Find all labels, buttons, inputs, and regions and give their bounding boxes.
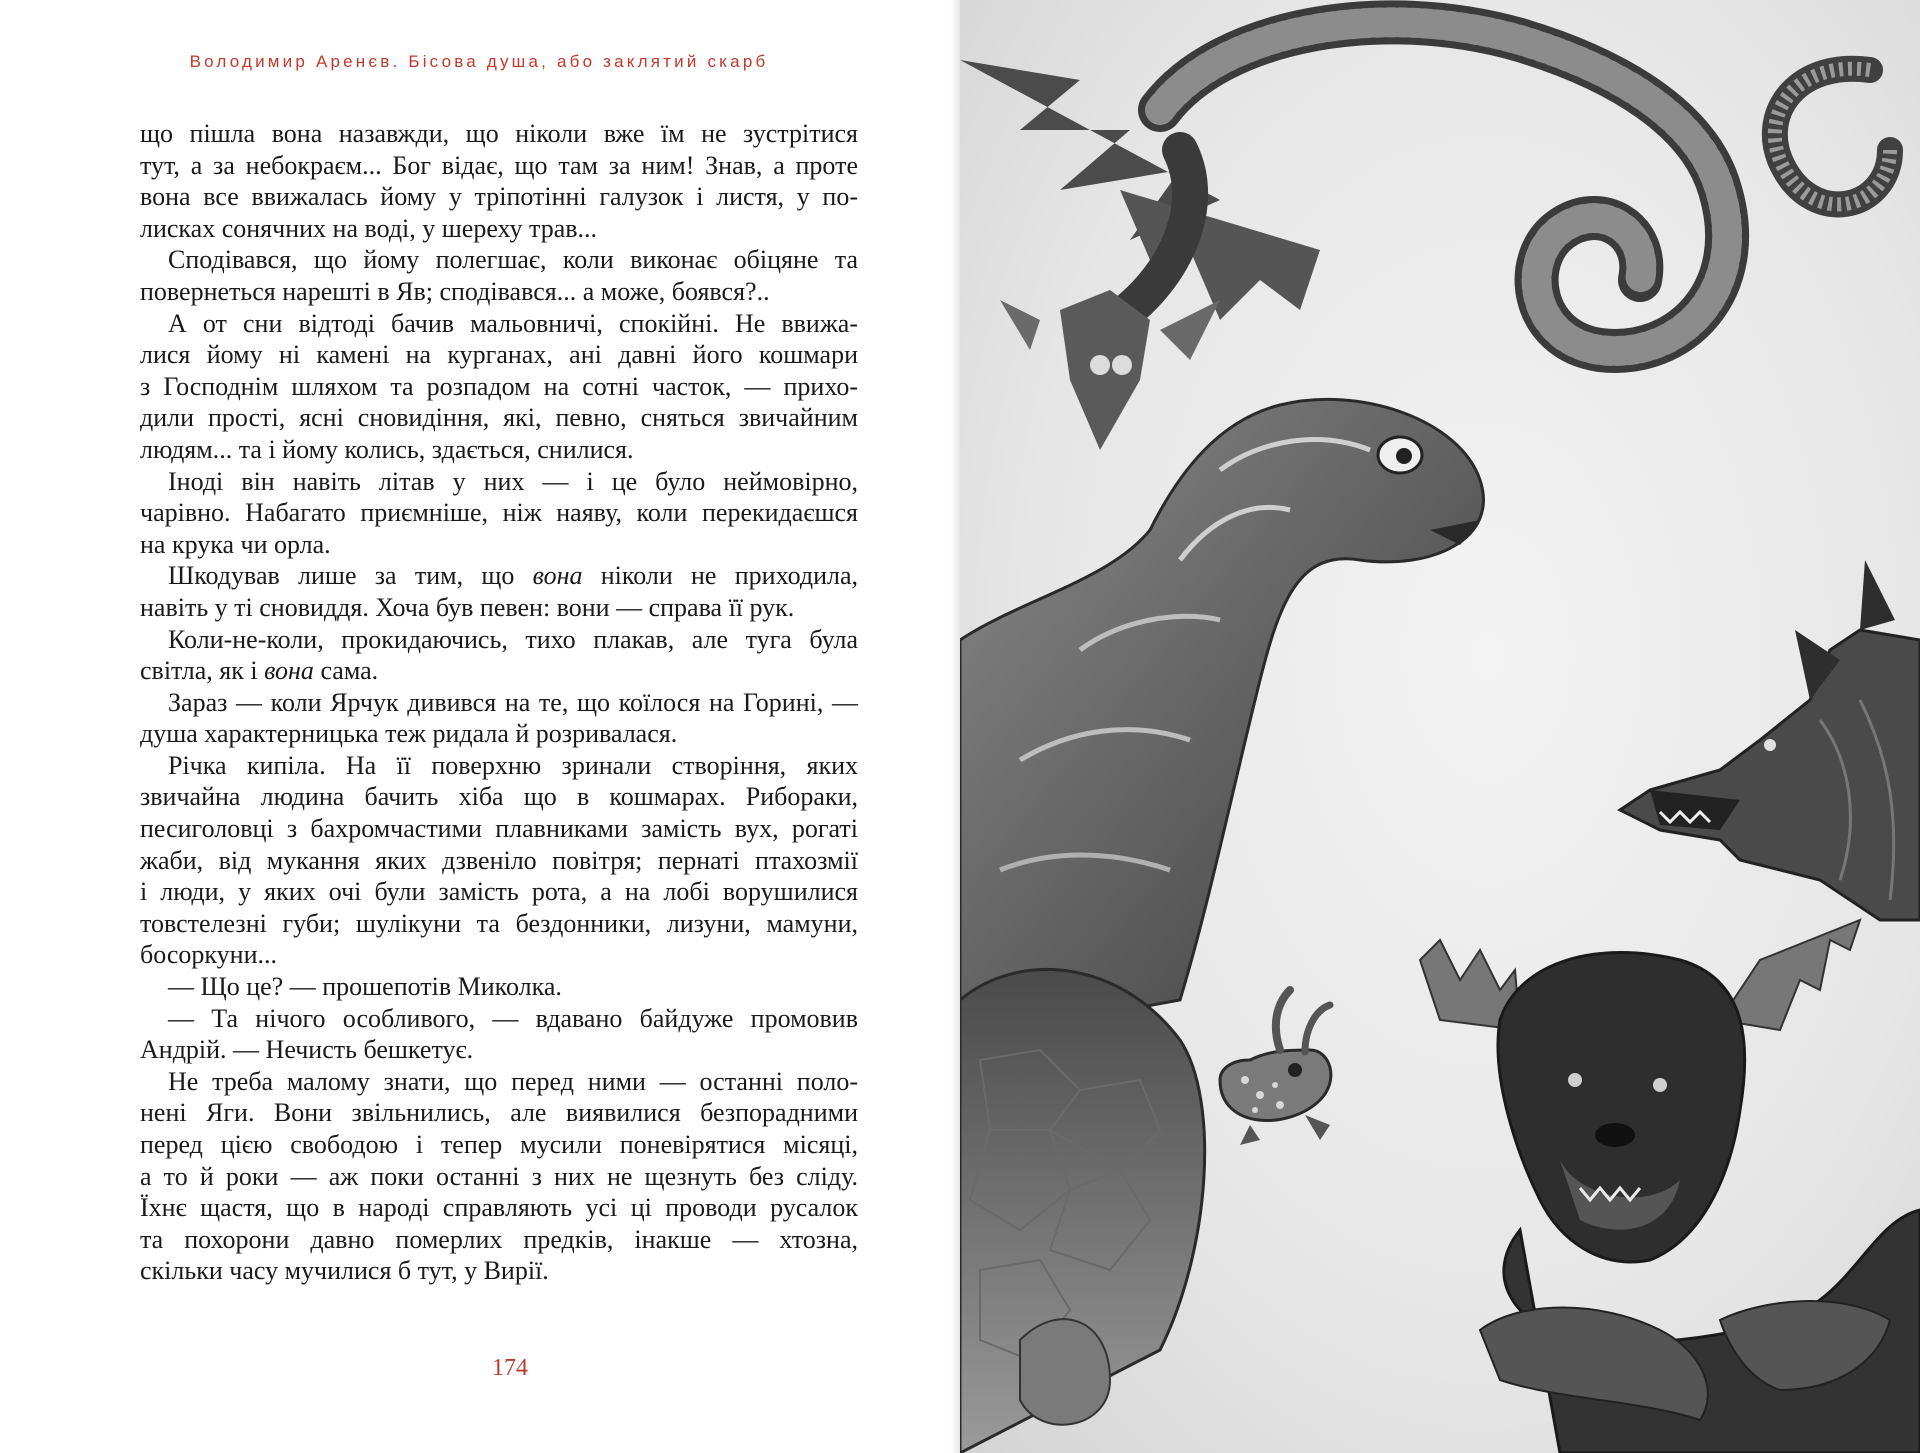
text-line: звичайна людина бачить хіба що в кошмарах. Рибораки, <box>140 782 858 812</box>
text-line: вона все ввижалась йому у тріпотінні галузок і листя, у по- <box>140 182 858 212</box>
text-line: з Господнім шляхом та розпадом на сотні часток, — прихо- <box>140 371 858 401</box>
text-line: і люди, у яких очі були замість рота, а на лобі ворушилися <box>140 877 858 907</box>
emphasis: вона <box>532 561 583 591</box>
text-line: світла, як і вона сама. <box>140 656 379 686</box>
text-line: лисках сонячних на воді, у шереху трав... <box>140 213 598 243</box>
text-line: лися йому ні камені на курганах, ані давні його кошмари <box>140 340 858 370</box>
text-line: на крука чи орла. <box>140 529 331 559</box>
text-line: Коли-не-коли, прокидаючись, тихо плакав, але туга була <box>168 624 858 654</box>
text-page <box>0 0 958 1453</box>
text-line: чарівно. Набагато приємніше, ніж наяву, коли перекидаєшся <box>140 498 858 528</box>
text-line: людям... та і йому колись, здається, снилися. <box>140 434 634 464</box>
text-line: дили прості, ясні сновидіння, які, певно, сняться звичайним <box>140 403 858 433</box>
text-line: нені Яги. Вони звільнились, але виявилися безпорадними <box>140 1098 858 1128</box>
text-line: Не треба малому знати, що перед ними — останні поло- <box>168 1066 858 1096</box>
text-line: повернеться нарешті в Яв; сподівався... а може, боявся?.. <box>140 276 770 306</box>
text-line: Андрій. — Нечисть бешкетує. <box>140 1035 474 1065</box>
text-line: товстелезні губи; шулікуни та бездонники, лизуни, мамуни, <box>140 908 858 938</box>
text-line: Їхнє щастя, що в народі справляють усі ці проводи русалок <box>140 1193 858 1223</box>
creatures-illustration <box>960 0 1920 1453</box>
text-line: Шкодував лише за тим, що вона ніколи не приходила, <box>168 561 858 591</box>
text-line: скільки часу мучилися б тут, у Вирії. <box>140 1256 549 1286</box>
text-line: — Та нічого особливого, — вдавано байдуже промовив <box>168 1003 858 1033</box>
text-line: песиголовці з бахромчастими плавниками замість вух, рогаті <box>140 814 858 844</box>
text-line: та похорони давно померлих предків, інакше — хтозна, <box>140 1224 858 1254</box>
text-line: навіть у ті сновиддя. Хоча був певен: вони — справа її рук. <box>140 592 795 622</box>
text-line: душа характерницька теж ридала й розривалася. <box>140 719 678 749</box>
running-head: Володимир Аренєв. Бісова душа, або заклятий скарб <box>189 52 769 71</box>
text-line: жаби, від мукання яких дзвеніло повітря; пернаті птахозмії <box>140 845 858 875</box>
page-number: 174 <box>492 1355 528 1381</box>
text-line: Сподівався, що йому полегшає, коли виконає обіцяне та <box>168 245 858 275</box>
body-text <box>140 118 858 1287</box>
emphasis: вона <box>264 656 314 686</box>
text-line: — Що це? — прошепотів Миколка. <box>168 972 562 1002</box>
text-line: перед цією свободою і тепер мусили поневірятися місяці, <box>140 1130 858 1159</box>
text-line: Річка кипіла. На її поверхню зринали створіння, яких <box>168 750 858 780</box>
text-line: Іноді він навіть літав у них — і це було неймовірно, <box>168 466 858 496</box>
text-line: Зараз — коли Ярчук дивився на те, що коїлося на Горині, — <box>168 687 858 717</box>
text-line: босоркуни... <box>140 940 278 970</box>
text-line: тут, а за небокраєм... Бог відає, що там за ним! Знав, а проте <box>140 150 858 180</box>
text-line: що пішла вона назавжди, що ніколи вже їм не зустрітися <box>140 119 858 148</box>
text-line: А от сни відтоді бачив мальовничі, спокійні. Не ввижа- <box>168 308 858 338</box>
illustration-page <box>960 0 1920 1453</box>
text-line: а то й роки — аж поки останні з них не щезнуть без сліду. <box>140 1161 858 1191</box>
